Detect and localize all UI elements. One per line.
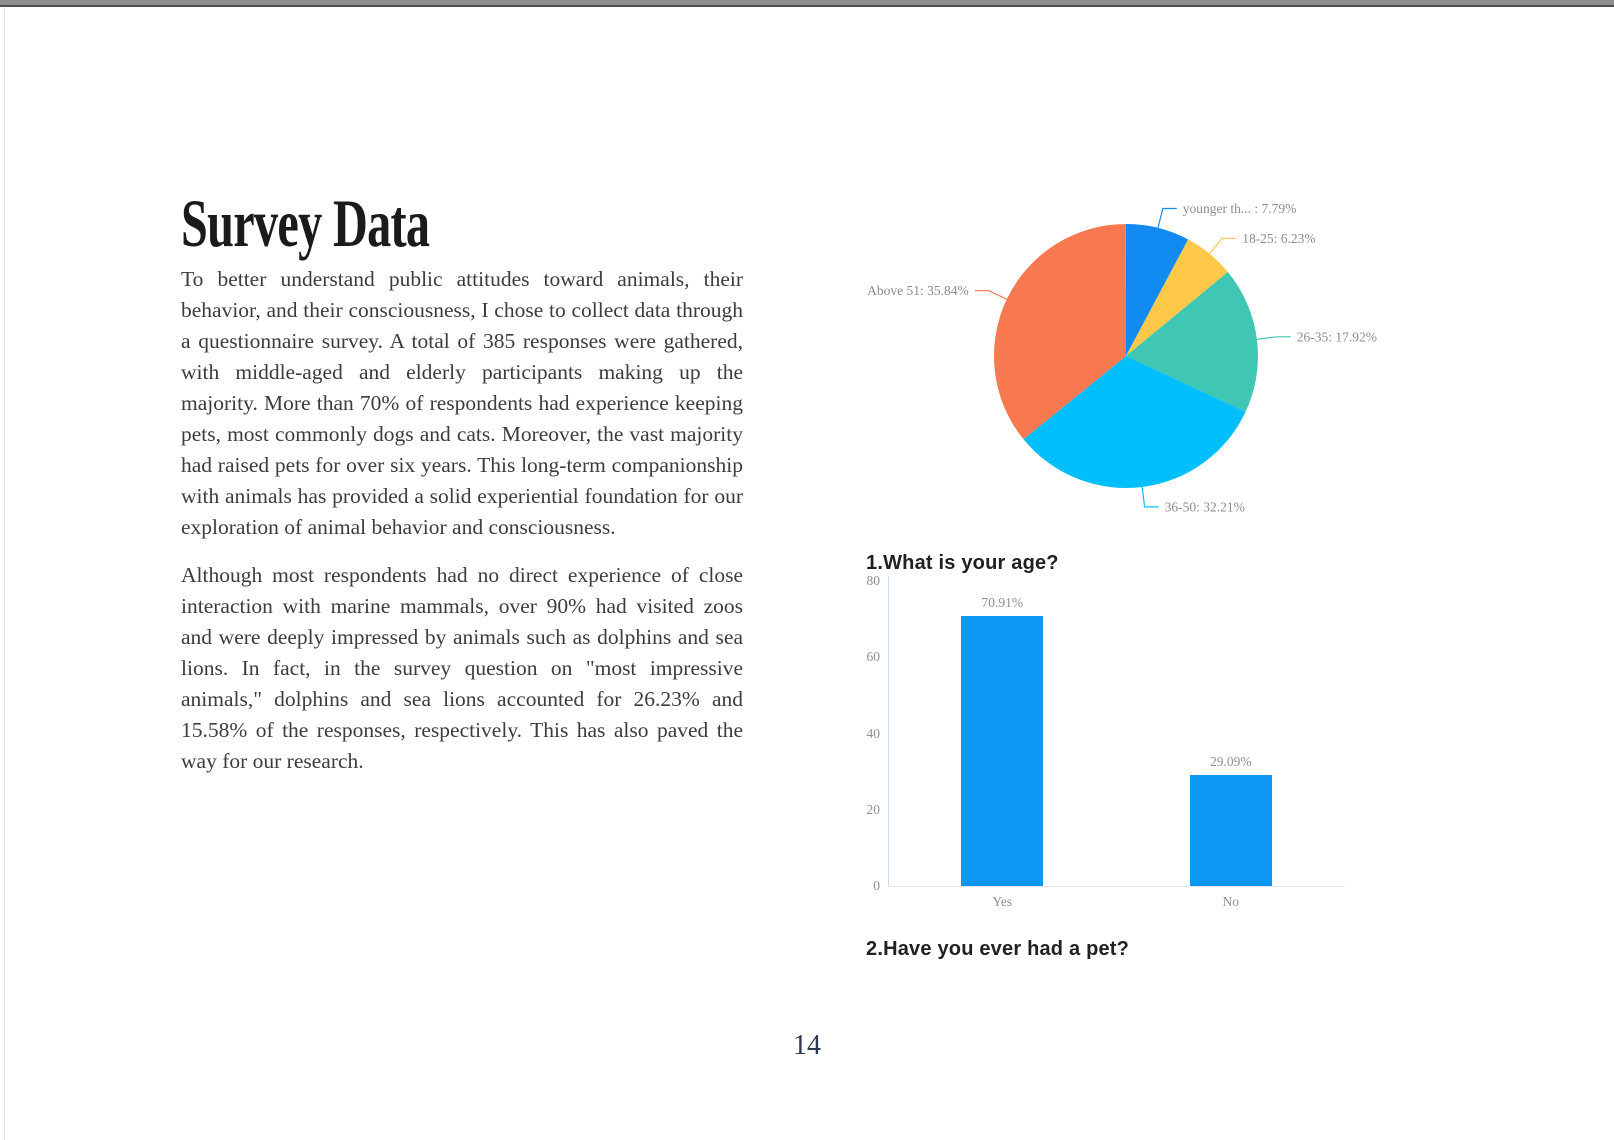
bar-yes <box>961 616 1043 886</box>
bar-value-label-no: 29.09% <box>1209 754 1252 770</box>
page-left-edge <box>4 7 5 1140</box>
pie-leader-line-18-25 <box>1210 238 1237 254</box>
pie-leader-line-26-35 <box>1257 337 1291 340</box>
pie-leader-line-younger th... <box>1158 209 1177 228</box>
y-tick-label-60: 60 <box>866 649 880 665</box>
y-tick-label-20: 20 <box>866 801 880 817</box>
bar-value-label-yes: 70.91% <box>981 594 1024 610</box>
x-category-label-no: No <box>1222 894 1239 909</box>
pie-leader-line-Above 51 <box>975 291 1007 300</box>
y-tick-label-80: 80 <box>866 573 880 588</box>
pie-label-26-35: 26-35: 17.92% <box>1296 329 1378 345</box>
pie-label-younger th...: younger th... : 7.79% <box>1182 201 1297 216</box>
article <box>181 185 743 777</box>
pie-label-18-25: 18-25: 6.23% <box>1242 230 1316 246</box>
top-bar <box>0 0 1614 7</box>
y-axis-line <box>888 576 889 886</box>
bar-chart-caption: 2.Have you ever had a pet? <box>866 938 1130 960</box>
pie-leader-line-36-50 <box>1142 487 1158 507</box>
pie-chart-caption: 1.What is your age? <box>866 552 1059 574</box>
age-pie-chart <box>830 160 1410 550</box>
pie-label-36-50: 36-50: 32.21% <box>1164 499 1245 515</box>
paragraph-2: Although most respondents had no direct experience of close interaction with marine mammals, over 90% had visited zoos and were deeply impressed by animals such as dolphins and sea lions. In fact, in the survey question on "most impressive animals," dolphins and sea lions accounted for 26.23% and 15.58% of the responses, respectively. This has also paved the way for our research. <box>181 563 743 773</box>
x-category-label-yes: Yes <box>992 894 1013 909</box>
x-axis-line <box>888 886 1345 887</box>
page-title: Survey Data <box>181 185 430 261</box>
page-number: 14 <box>793 1030 821 1061</box>
paragraph-1: To better understand public attitudes toward animals, their behavior, and their consciousness, I chose to collect data through a questionnaire survey. A total of 385 responses were gathered, with middle-aged and elderly participants making up the majority. More than 70% of respondents had experience keeping pets, most commonly dogs and cats. Moreover, the vast majority had raised pets for over six years. This long-term companionship with animals has provided a solid experiential foundation for our exploration of animal behavior and consciousness. <box>181 267 743 539</box>
y-tick-label-0: 0 <box>873 878 880 893</box>
bar-no <box>1190 775 1272 886</box>
y-tick-label-40: 40 <box>866 725 880 741</box>
pie-label-Above 51: Above 51: 35.84% <box>867 283 969 299</box>
